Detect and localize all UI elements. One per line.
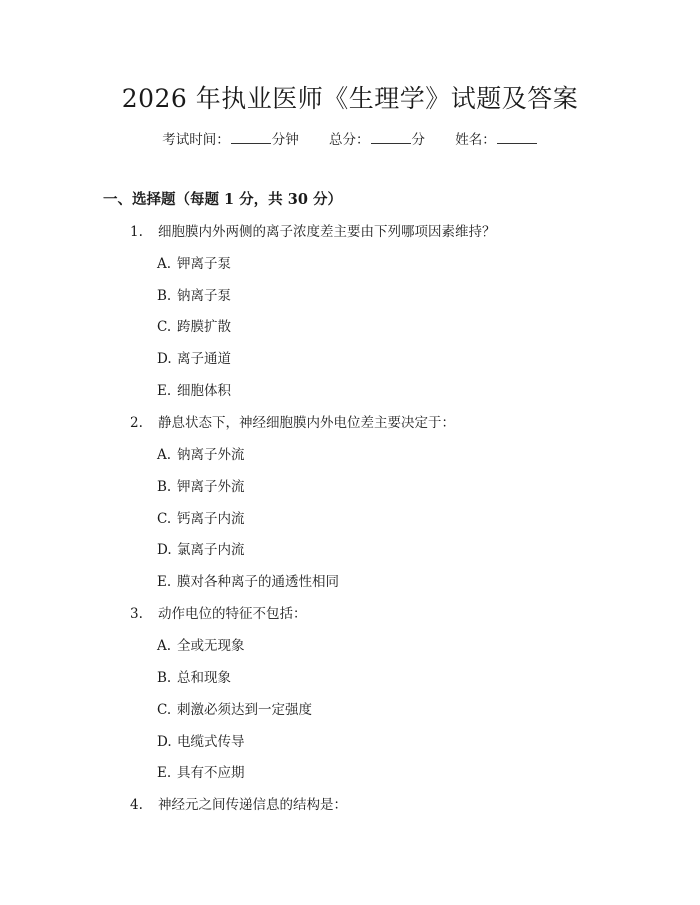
score-blank — [371, 130, 411, 144]
option-letter: A. — [157, 447, 172, 463]
question-3 — [130, 604, 307, 624]
option-1b — [157, 286, 231, 306]
exam-name — [455, 130, 538, 150]
option-text: 钙离子内流 — [177, 511, 245, 527]
option-letter: A. — [157, 638, 172, 654]
option-text: 钠离子泵 — [177, 288, 231, 304]
option-letter: B. — [157, 288, 172, 304]
option-letter: C. — [157, 319, 172, 335]
question-text: 动作电位的特征不包括： — [158, 606, 307, 622]
option-2a — [157, 445, 245, 465]
option-1e — [157, 381, 231, 401]
option-text: 跨膜扩散 — [177, 319, 231, 335]
option-letter: B. — [157, 670, 172, 686]
option-text: 刺激必须达到一定强度 — [177, 702, 312, 718]
section-heading: 一、选择题（每题 1 分，共 30 分） — [103, 191, 342, 208]
option-letter: E. — [157, 765, 172, 781]
option-letter: C. — [157, 511, 172, 527]
option-text: 氯离子内流 — [177, 542, 245, 558]
question-4 — [130, 795, 347, 815]
option-text: 钠离子外流 — [177, 447, 245, 463]
option-3b — [157, 668, 231, 688]
question-number: 4. — [130, 797, 143, 813]
option-text: 全或无现象 — [177, 638, 245, 654]
score-unit: 分 — [411, 132, 425, 148]
option-text: 细胞体积 — [177, 383, 231, 399]
option-text: 钾离子外流 — [177, 479, 245, 495]
option-2b — [157, 477, 245, 497]
option-letter: B. — [157, 479, 172, 495]
question-1 — [130, 222, 496, 242]
option-letter: D. — [157, 542, 172, 558]
time-unit: 分钟 — [271, 132, 299, 148]
option-2c — [157, 509, 245, 529]
option-letter: D. — [157, 734, 172, 750]
time-blank — [231, 130, 271, 144]
name-label: 姓名： — [455, 132, 496, 148]
option-text: 膜对各种离子的通透性相同 — [177, 574, 339, 590]
option-2d — [157, 540, 245, 560]
question-number: 3. — [130, 606, 143, 622]
time-label: 考试时间： — [162, 132, 230, 148]
option-text: 总和现象 — [177, 670, 231, 686]
option-3c — [157, 700, 312, 720]
option-letter: E. — [157, 574, 172, 590]
option-letter: D. — [157, 351, 172, 367]
question-number: 2. — [130, 415, 143, 431]
question-text: 神经元之间传递信息的结构是： — [158, 797, 347, 813]
option-text: 钾离子泵 — [177, 256, 231, 272]
option-3e — [157, 763, 245, 783]
option-1c — [157, 317, 231, 337]
question-number: 1. — [130, 224, 143, 240]
score-label: 总分： — [329, 132, 370, 148]
exam-time — [162, 130, 299, 150]
option-letter: C. — [157, 702, 172, 718]
option-text: 电缆式传导 — [177, 734, 245, 750]
option-3d — [157, 732, 245, 752]
option-letter: E. — [157, 383, 172, 399]
option-2e — [157, 572, 339, 592]
exam-score — [329, 130, 425, 150]
option-3a — [157, 636, 245, 656]
page-title: 2026 年执业医师《生理学》试题及答案 — [121, 84, 579, 113]
option-text: 具有不应期 — [177, 765, 245, 781]
question-text: 静息状态下，神经细胞膜内外电位差主要决定于： — [158, 415, 455, 431]
question-text: 细胞膜内外两侧的离子浓度差主要由下列哪项因素维持？ — [158, 224, 496, 240]
exam-meta — [0, 130, 700, 150]
name-blank — [497, 130, 537, 144]
question-2 — [130, 413, 455, 433]
option-1a — [157, 254, 231, 274]
option-letter: A. — [157, 256, 172, 272]
option-1d — [157, 349, 231, 369]
option-text: 离子通道 — [177, 351, 231, 367]
